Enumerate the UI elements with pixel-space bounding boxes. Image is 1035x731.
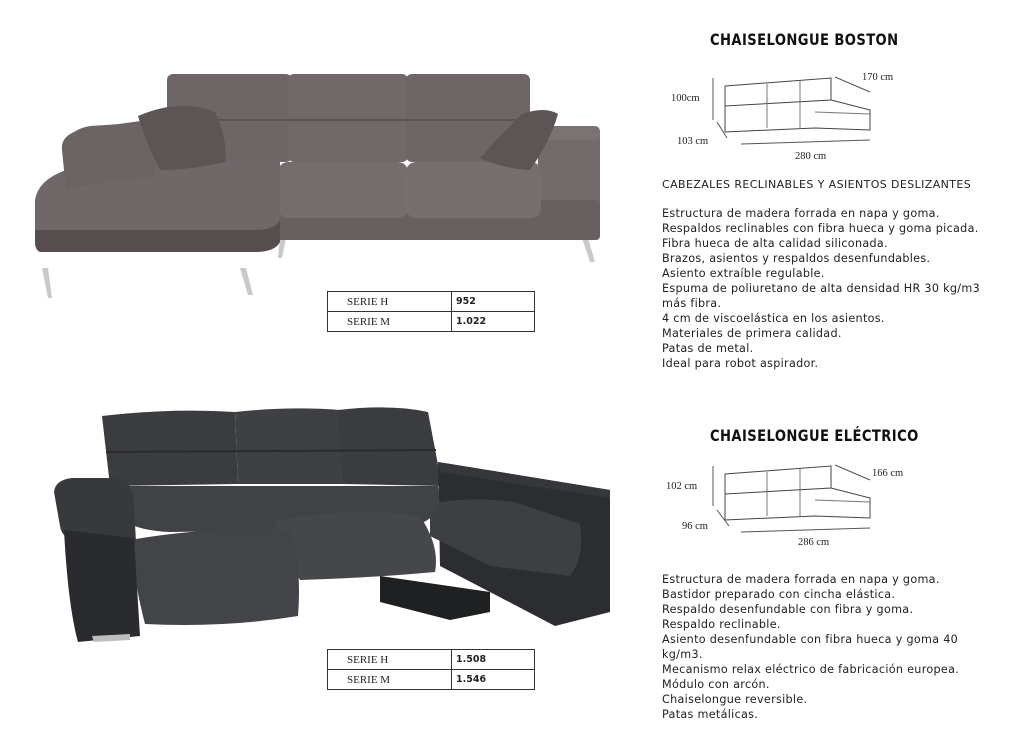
feature-item: Fibra hueca de alta calidad siliconada.	[662, 237, 888, 250]
feature-item: Bastidor preparado con cincha elástica.	[662, 588, 896, 601]
feature-item: Respaldo desenfundable con fibra y goma.	[662, 603, 914, 616]
feature-item: Estructura de madera forrada en napa y goma.	[662, 573, 940, 586]
feature-item: Ideal para robot aspirador.	[662, 357, 819, 370]
feature-item: Módulo con arcón.	[662, 678, 770, 691]
product-subtitle: CABEZALES RECLINABLES Y ASIENTOS DESLIZANTES	[662, 178, 972, 191]
feature-item: Espuma de poliuretano de alta densidad HR 30 kg/m3 más fibra.	[662, 282, 980, 310]
price-value: 1.022	[452, 312, 535, 332]
price-table-electrico	[327, 649, 535, 690]
feature-item: Materiales de primera calidad.	[662, 327, 842, 340]
dimension-diagram-boston	[705, 72, 905, 162]
price-row	[328, 292, 535, 312]
dim-height: 100cm	[671, 93, 700, 104]
feature-item: Asiento extraíble regulable.	[662, 267, 825, 280]
feature-list	[662, 206, 1032, 371]
feature-item: Patas de metal.	[662, 342, 754, 355]
feature-item: Asiento desenfundable con fibra hueca y goma 40 kg/m3.	[662, 633, 959, 661]
dim-width: 280 cm	[795, 151, 827, 162]
price-series-label: SERIE H	[328, 650, 452, 670]
price-value: 1.508	[452, 650, 535, 670]
price-row	[328, 312, 535, 332]
price-row	[328, 650, 535, 670]
feature-item: Respaldo reclinable.	[662, 618, 781, 631]
dim-height: 102 cm	[666, 481, 698, 492]
feature-item: Mecanismo relax eléctrico de fabricación europea.	[662, 663, 960, 676]
sofa-boston-image	[30, 70, 610, 305]
dim-chaise: 166 cm	[872, 468, 904, 479]
feature-item: Estructura de madera forrada en napa y goma.	[662, 207, 940, 220]
dim-depth: 103 cm	[677, 136, 709, 147]
feature-item: 4 cm de viscoelástica en los asientos.	[662, 312, 885, 325]
price-value: 952	[452, 292, 535, 312]
price-series-label: SERIE H	[328, 292, 452, 312]
price-row	[328, 670, 535, 690]
feature-item: Chaiselongue reversible.	[662, 693, 808, 706]
price-table-boston	[327, 291, 535, 332]
product-electrico	[0, 370, 1035, 731]
price-series-label: SERIE M	[328, 670, 452, 690]
sofa-electrico-image	[50, 406, 620, 646]
product-title: CHAISELONGUE ELÉCTRICO	[710, 426, 919, 445]
dim-chaise: 170 cm	[862, 72, 894, 83]
dim-width: 286 cm	[798, 537, 830, 548]
feature-item: Patas metálicas.	[662, 708, 759, 721]
feature-item: Respaldos reclinables con fibra hueca y goma picada.	[662, 222, 979, 235]
feature-item: Brazos, asientos y respaldos desenfundables.	[662, 252, 931, 265]
feature-list	[662, 572, 1032, 722]
product-title: CHAISELONGUE BOSTON	[710, 30, 899, 49]
price-series-label: SERIE M	[328, 312, 452, 332]
price-value: 1.546	[452, 670, 535, 690]
dim-depth: 96 cm	[682, 521, 708, 532]
